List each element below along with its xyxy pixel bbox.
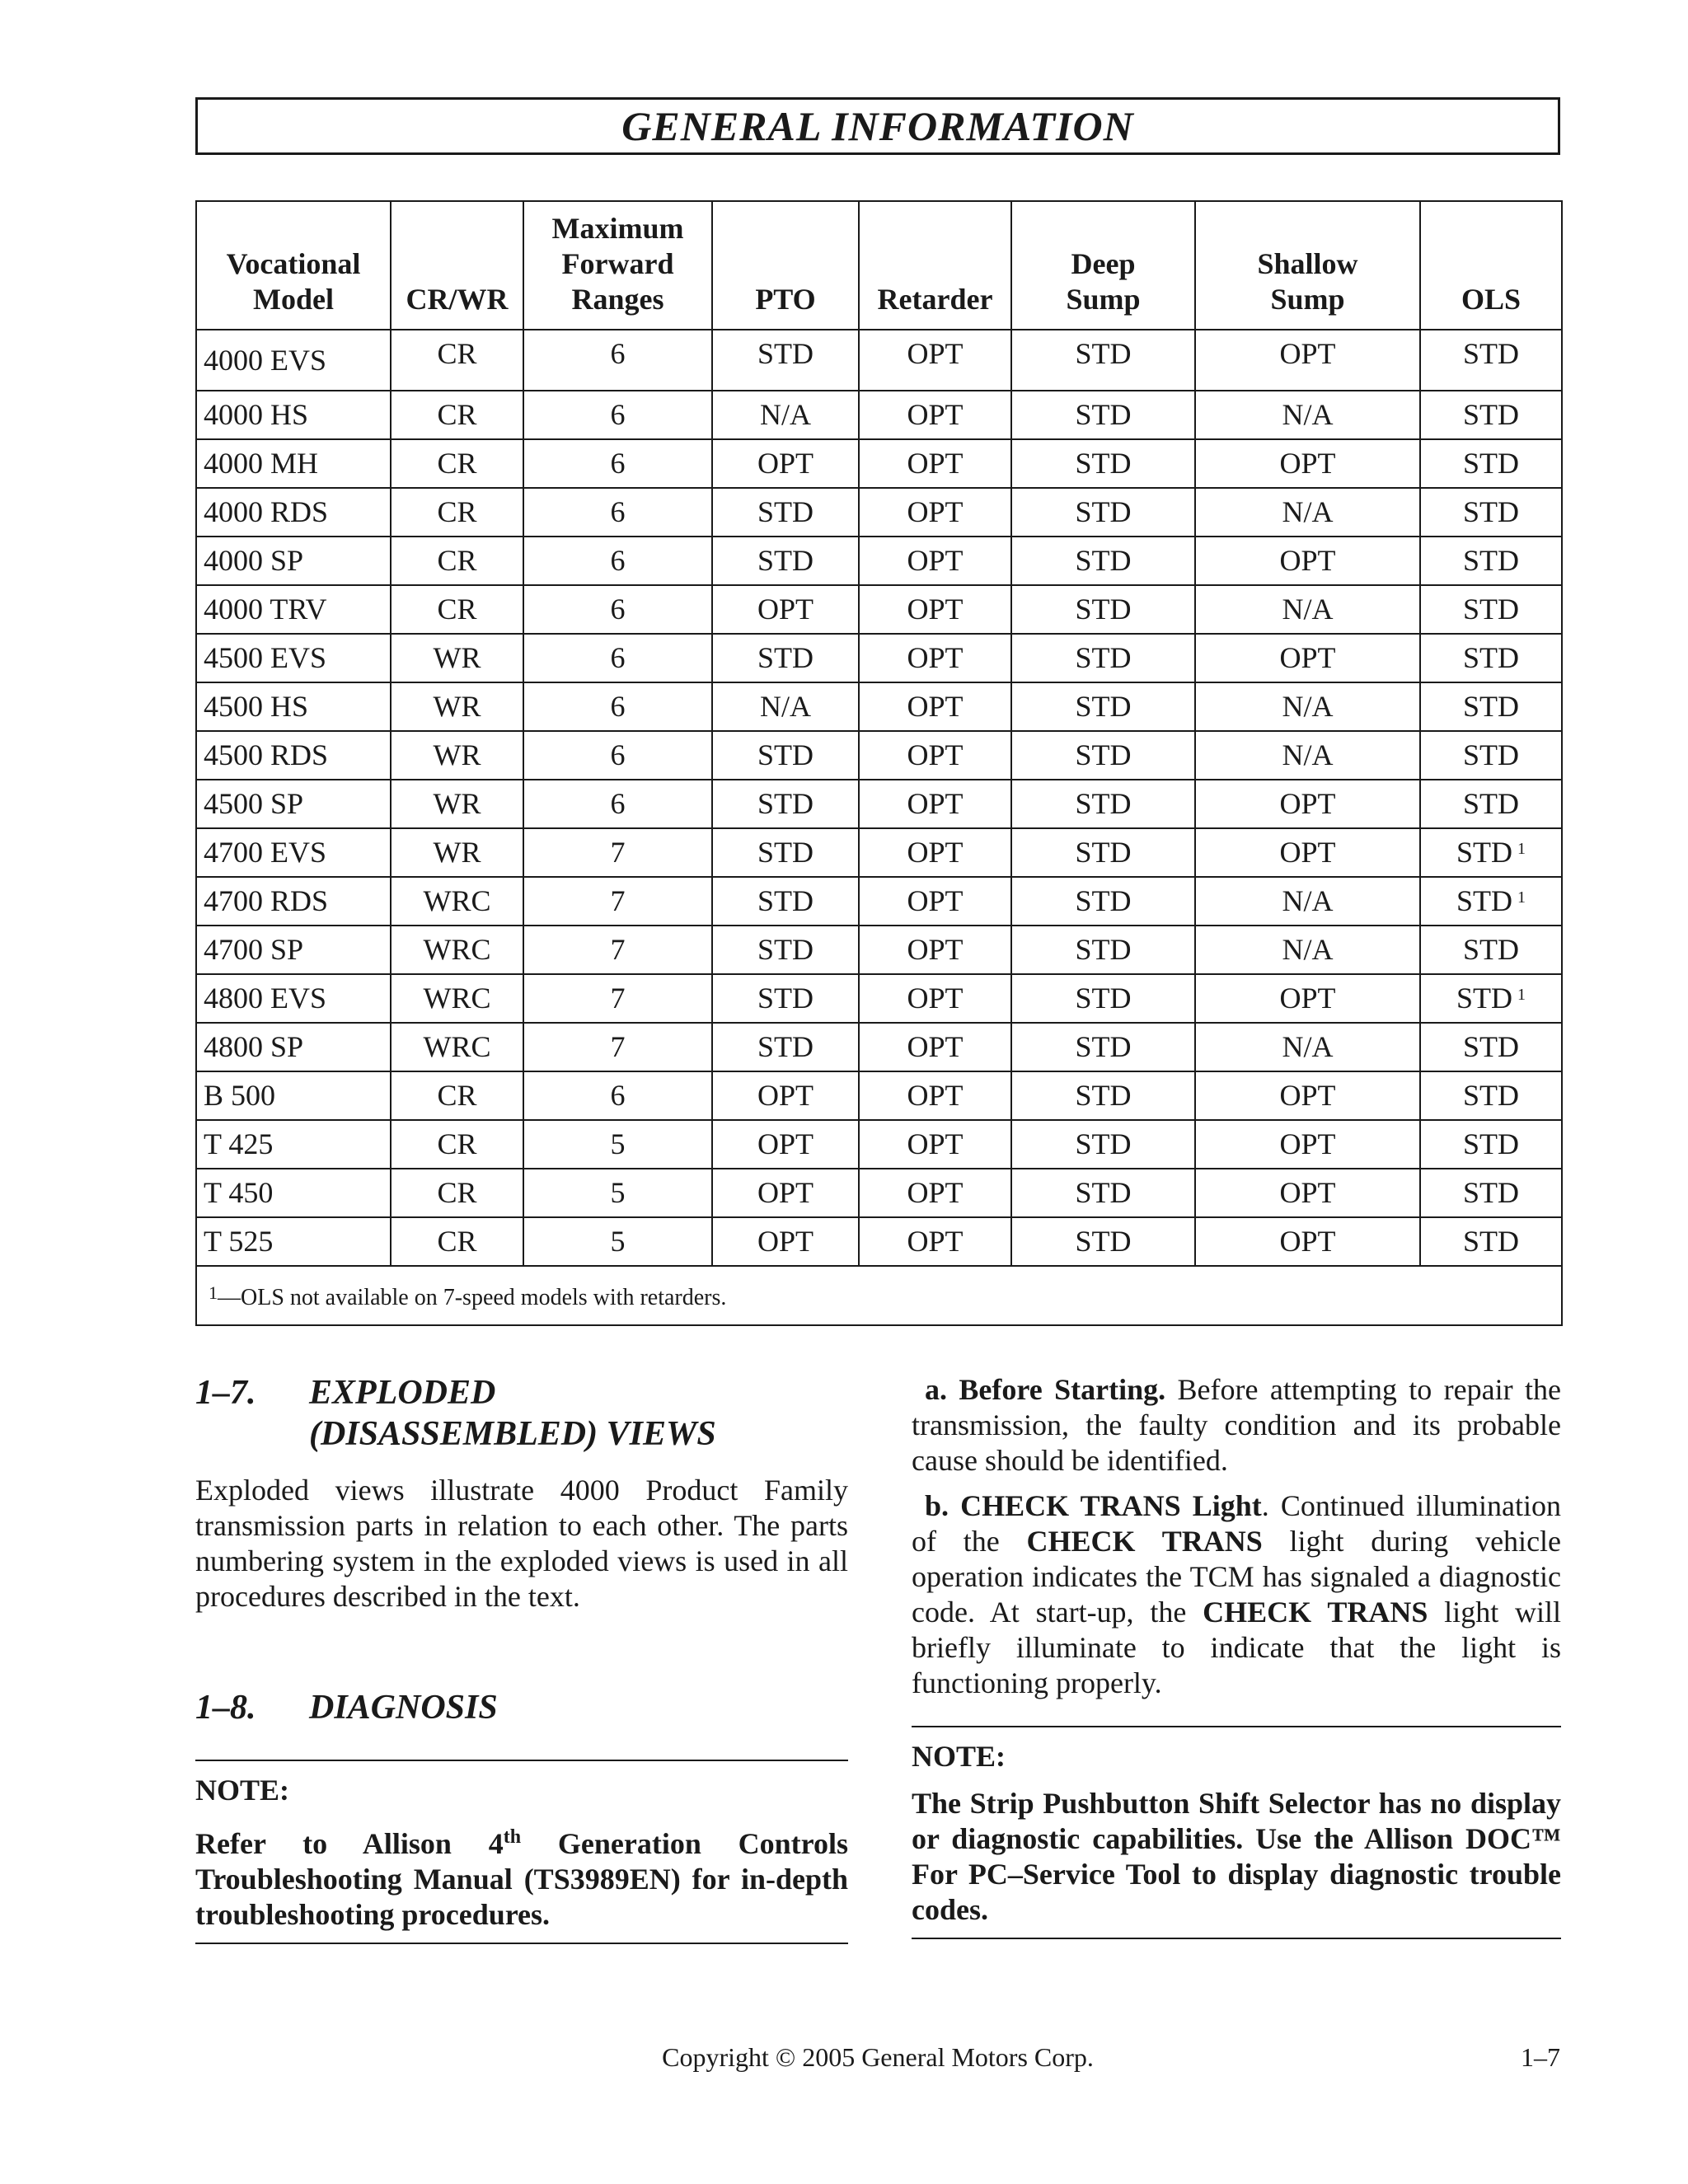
table-cell: STD (1011, 926, 1195, 974)
table-header-row (196, 201, 1562, 330)
table-row (196, 780, 1562, 828)
header-title: GENERAL INFORMATION (621, 103, 1134, 149)
col-header-pto: PTO (712, 201, 859, 330)
table-cell: CR (391, 1071, 523, 1120)
table-cell: WRC (391, 1023, 523, 1071)
table-cell: OPT (859, 537, 1011, 585)
footer-copyright: Copyright © 2005 General Motors Corp. (662, 2042, 1094, 2072)
table-cell: STD (1420, 439, 1562, 488)
table-cell: CR (391, 488, 523, 537)
table-cell: 6 (523, 634, 712, 682)
table-cell: 6 (523, 780, 712, 828)
table-cell: OPT (1195, 537, 1420, 585)
table-cell: OPT (1195, 1120, 1420, 1169)
table-row (196, 731, 1562, 780)
table-cell: STD (1420, 488, 1562, 537)
table-cell: OPT (859, 780, 1011, 828)
table-cell: STD (712, 634, 859, 682)
table-cell: OPT (1195, 634, 1420, 682)
table-cell: STD (1011, 1217, 1195, 1266)
table-cell: STD (1011, 330, 1195, 391)
page-number: 1–7 (1521, 2042, 1560, 2072)
table-cell: OPT (859, 974, 1011, 1023)
model-cell: 4700 RDS (196, 877, 391, 926)
table-cell: STD (1420, 1023, 1562, 1071)
table-cell: N/A (712, 391, 859, 439)
model-spec-table (195, 200, 1563, 1326)
table-cell: OPT (859, 877, 1011, 926)
table-cell: STD (1011, 828, 1195, 877)
table-cell: CR (391, 330, 523, 391)
table-cell: 6 (523, 731, 712, 780)
section-1-7-paragraph: Exploded views illustrate 4000 Product Family transmission parts in relation to each other. The parts numbering system in the exploded views is used in all procedures described in the text. (195, 1474, 848, 1613)
model-cell: T 525 (196, 1217, 391, 1266)
col-header-shallow-sump: Shallow Sump (1195, 201, 1420, 330)
before-starting-paragraph: a. Before Starting. Before attempting to repair the transmission, the faulty condition and its probable cause should be identified. (912, 1373, 1561, 1477)
model-cell: T 450 (196, 1169, 391, 1217)
table-cell: CR (391, 1217, 523, 1266)
col-header-ranges: Maximum Forward Ranges (523, 201, 712, 330)
table-cell: OPT (859, 391, 1011, 439)
table-cell: OPT (712, 1169, 859, 1217)
table-row (196, 330, 1562, 391)
table-cell: STD (712, 488, 859, 537)
table-row (196, 1217, 1562, 1266)
table-cell: STD (712, 974, 859, 1023)
table-cell: OPT (712, 1071, 859, 1120)
table-cell: CR (391, 537, 523, 585)
table-cell: OPT (712, 585, 859, 634)
table-cell: WRC (391, 926, 523, 974)
table-cell: STD (712, 926, 859, 974)
table-cell: STD (1011, 877, 1195, 926)
table-cell: STD (1011, 634, 1195, 682)
model-cell: 4500 SP (196, 780, 391, 828)
table-cell: OPT (859, 634, 1011, 682)
table-cell: STD (1011, 488, 1195, 537)
table-cell: 6 (523, 439, 712, 488)
table-cell: OPT (859, 731, 1011, 780)
table-cell: OPT (859, 1071, 1011, 1120)
table-cell: N/A (1195, 877, 1420, 926)
model-cell: 4000 HS (196, 391, 391, 439)
note-text: The Strip Pushbutton Shift Selector has no display or diagnostic capabilities. Use the Allison DOC™ For PC–Service Tool to display diagnostic trouble codes. (912, 1787, 1561, 1926)
model-cell: 4700 EVS (196, 828, 391, 877)
left-column (195, 1372, 848, 1944)
table-cell: OPT (1195, 828, 1420, 877)
model-cell: 4700 SP (196, 926, 391, 974)
table-cell: STD (1420, 585, 1562, 634)
model-cell: T 425 (196, 1120, 391, 1169)
table-cell: STD (1011, 1120, 1195, 1169)
table-cell: N/A (1195, 391, 1420, 439)
table-row (196, 682, 1562, 731)
section-number: 1–8. (195, 1689, 256, 1727)
note-text: Refer to Allison 4th Generation Controls Troubleshooting Manual (TS3989EN) for in-depth troubleshooting procedures. (195, 1826, 848, 1931)
footnote-marker: 1 (1517, 840, 1526, 858)
table-cell: 6 (523, 537, 712, 585)
table-cell: OPT (712, 1120, 859, 1169)
table-row (196, 537, 1562, 585)
model-cell: 4500 RDS (196, 731, 391, 780)
table-cell: N/A (1195, 731, 1420, 780)
table-cell: OPT (859, 1120, 1011, 1169)
table-cell: N/A (1195, 585, 1420, 634)
table-cell: 7 (523, 877, 712, 926)
table-cell: 7 (523, 1023, 712, 1071)
table-cell: OPT (859, 1023, 1011, 1071)
footnote-marker: 1 (1517, 888, 1526, 907)
footnote-marker: 1 (1517, 986, 1526, 1004)
table-cell: WR (391, 828, 523, 877)
table-cell: STD $^1$ (1420, 828, 1562, 877)
table-body (196, 330, 1562, 1266)
model-cell: B 500 (196, 1071, 391, 1120)
table-cell: STD (712, 780, 859, 828)
table-cell: OPT (1195, 780, 1420, 828)
col-header-ols: OLS (1420, 201, 1562, 330)
table-cell: N/A (712, 682, 859, 731)
table-cell: STD (1011, 780, 1195, 828)
table-cell: STD $^1$ (1420, 974, 1562, 1023)
table-row (196, 585, 1562, 634)
model-cell: 4800 EVS (196, 974, 391, 1023)
table-cell: STD (712, 537, 859, 585)
table-row (196, 877, 1562, 926)
table-cell: STD (712, 877, 859, 926)
table-cell: OPT (859, 330, 1011, 391)
model-cell: 4000 SP (196, 537, 391, 585)
table-cell: 6 (523, 330, 712, 391)
table-cell: 5 (523, 1169, 712, 1217)
table-cell: STD (1420, 330, 1562, 391)
section-number: 1–7. (195, 1374, 256, 1412)
table-cell: STD (712, 731, 859, 780)
table-cell: 5 (523, 1120, 712, 1169)
model-cell: 4500 HS (196, 682, 391, 731)
table-cell: WR (391, 682, 523, 731)
section-1-7-heading: 1–7. EXPLODED (DISASSEMBLED) VIEWS (195, 1374, 716, 1453)
table-cell: OPT (712, 1217, 859, 1266)
table-cell: OPT (1195, 1071, 1420, 1120)
table-cell: OPT (1195, 330, 1420, 391)
table-cell: OPT (1195, 974, 1420, 1023)
table-cell: WR (391, 731, 523, 780)
table-cell: OPT (859, 585, 1011, 634)
section-1-8-heading: 1–8. DIAGNOSIS (195, 1689, 498, 1727)
table-cell: STD (1420, 1071, 1562, 1120)
table-cell: 6 (523, 1071, 712, 1120)
table-row (196, 926, 1562, 974)
table-footnote-row (196, 1266, 1562, 1325)
table-cell: STD (1420, 1217, 1562, 1266)
table-cell: OPT (1195, 1169, 1420, 1217)
table-row (196, 828, 1562, 877)
table-cell: STD (1011, 1169, 1195, 1217)
table-cell: STD (1420, 537, 1562, 585)
table-cell: OPT (859, 926, 1011, 974)
note-label: NOTE: (912, 1740, 1006, 1773)
table-cell: STD (1011, 1023, 1195, 1071)
table-cell: STD (712, 1023, 859, 1071)
table-row (196, 1120, 1562, 1169)
table-cell: 6 (523, 391, 712, 439)
model-cell: 4800 SP (196, 1023, 391, 1071)
table-cell: CR (391, 585, 523, 634)
table-row (196, 974, 1562, 1023)
col-header-crwr: CR/WR (391, 201, 523, 330)
table-cell: N/A (1195, 488, 1420, 537)
table-row (196, 634, 1562, 682)
table-cell: WRC (391, 877, 523, 926)
note-label: NOTE: (195, 1774, 290, 1807)
model-cell: 4500 EVS (196, 634, 391, 682)
table-row (196, 1023, 1562, 1071)
table-cell: STD (1420, 731, 1562, 780)
table-cell: STD (712, 828, 859, 877)
table-row (196, 439, 1562, 488)
table-cell: STD (1011, 1071, 1195, 1120)
table-cell: CR (391, 439, 523, 488)
table-cell: 7 (523, 974, 712, 1023)
table-cell: STD (1420, 926, 1562, 974)
table-cell: 7 (523, 828, 712, 877)
table-cell: OPT (1195, 1217, 1420, 1266)
model-cell: 4000 TRV (196, 585, 391, 634)
check-trans-paragraph: b. CHECK TRANS Light. Continued illumination of the CHECK TRANS light during vehicle operation indicates the TCM has signaled a diagnostic code. At start-up, the CHECK TRANS light will briefly illuminate to indicate that the light is functioning properly. (912, 1489, 1562, 1699)
table-cell: 6 (523, 585, 712, 634)
table-cell: OPT (859, 1217, 1011, 1266)
table-cell: STD (1420, 1120, 1562, 1169)
table-cell: CR (391, 1169, 523, 1217)
table-cell: 6 (523, 488, 712, 537)
table-cell: OPT (859, 682, 1011, 731)
table-row (196, 1169, 1562, 1217)
table-row (196, 488, 1562, 537)
table-cell: CR (391, 1120, 523, 1169)
col-header-deep-sump: Deep Sump (1011, 201, 1195, 330)
table-cell: STD (712, 330, 859, 391)
table-cell: STD (1011, 391, 1195, 439)
diagnosis-note (195, 1760, 848, 1944)
table-cell: STD $^1$ (1420, 877, 1562, 926)
section-header (195, 97, 1560, 155)
table-cell: WR (391, 634, 523, 682)
table-cell: OPT (859, 439, 1011, 488)
table-cell: STD (1420, 1169, 1562, 1217)
table-cell: N/A (1195, 1023, 1420, 1071)
model-cell: 4000 MH (196, 439, 391, 488)
table-cell: OPT (859, 828, 1011, 877)
table-cell: WR (391, 780, 523, 828)
table-row (196, 1071, 1562, 1120)
table-footnote: $^1$—OLS not available on 7-speed models with retarders. (196, 1266, 1562, 1325)
table-cell: STD (1420, 780, 1562, 828)
table-cell: OPT (712, 439, 859, 488)
right-column (912, 1372, 1561, 1939)
table-cell: STD (1011, 537, 1195, 585)
table-cell: OPT (1195, 439, 1420, 488)
table-cell: STD (1011, 974, 1195, 1023)
table-row (196, 391, 1562, 439)
table-cell: STD (1011, 585, 1195, 634)
table-cell: STD (1011, 682, 1195, 731)
table-cell: STD (1420, 391, 1562, 439)
col-header-retarder: Retarder (859, 201, 1011, 330)
table-cell: OPT (859, 488, 1011, 537)
table-cell: OPT (859, 1169, 1011, 1217)
model-cell: 4000 RDS (196, 488, 391, 537)
table-cell: CR (391, 391, 523, 439)
table-cell: STD (1011, 439, 1195, 488)
table-cell: 5 (523, 1217, 712, 1266)
selector-note (912, 1726, 1561, 1939)
table-cell: STD (1420, 634, 1562, 682)
col-header-model: Vocational Model (196, 201, 391, 330)
table-cell: WRC (391, 974, 523, 1023)
model-cell: 4000 EVS (196, 330, 391, 391)
table-cell: N/A (1195, 926, 1420, 974)
table-cell: STD (1011, 731, 1195, 780)
table-cell: N/A (1195, 682, 1420, 731)
table-cell: 6 (523, 682, 712, 731)
table-cell: STD (1420, 682, 1562, 731)
table-cell: 7 (523, 926, 712, 974)
